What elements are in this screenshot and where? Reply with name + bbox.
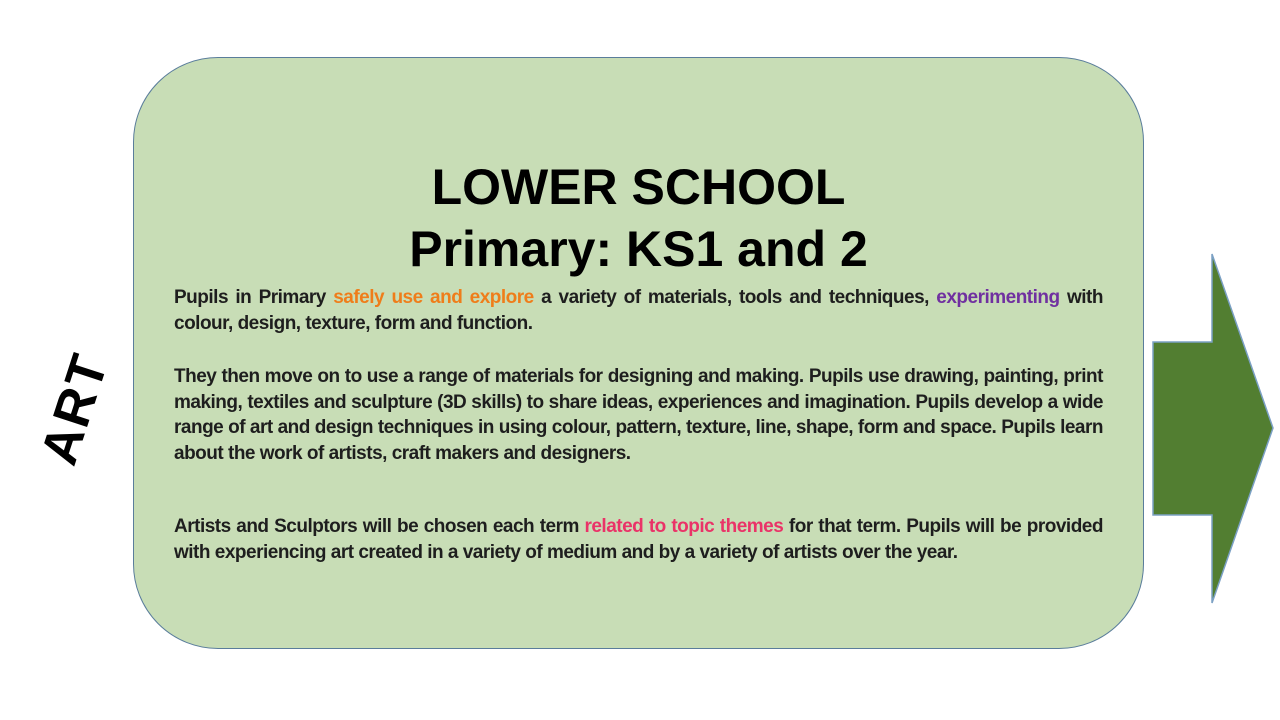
paragraph <box>174 285 1103 336</box>
text-segment: for that term. Pupils will be provided with experiencing art created in a variety of medium and by a variety of artists over the year. <box>174 516 1103 563</box>
paragraph <box>174 514 1103 565</box>
text-segment: They then move on to use a range of materials for designing and making. Pupils use drawing, painting, print making, textiles and sculpture (3D skills) to share ideas, experiences and imagination. Pupils develop a wide range of art and design techniques in using colour, pattern, texture, line, shape, form and space. Pupils learn about the work of artists, craft makers and designers. <box>174 366 1103 464</box>
text-segment: related to topic themes <box>584 516 784 537</box>
title-line-1: LOWER SCHOOL <box>431 159 846 215</box>
paragraph <box>174 364 1103 466</box>
text-segment: Pupils in Primary <box>174 287 334 308</box>
page-title <box>174 156 1103 280</box>
body-text <box>174 285 1103 565</box>
right-arrow-icon <box>1150 252 1276 604</box>
text-segment: safely use and explore <box>333 287 534 308</box>
content-panel <box>133 57 1144 649</box>
text-segment: Artists and Sculptors will be chosen each term <box>174 516 585 537</box>
title-line-2: Primary: KS1 and 2 <box>409 221 868 277</box>
text-segment: with colour, design, texture, form and function. <box>174 287 1103 334</box>
text-segment: experimenting <box>936 287 1060 308</box>
text-segment: a variety of materials, tools and techniques, <box>533 287 937 308</box>
art-sidebar-label: ART <box>29 346 121 472</box>
